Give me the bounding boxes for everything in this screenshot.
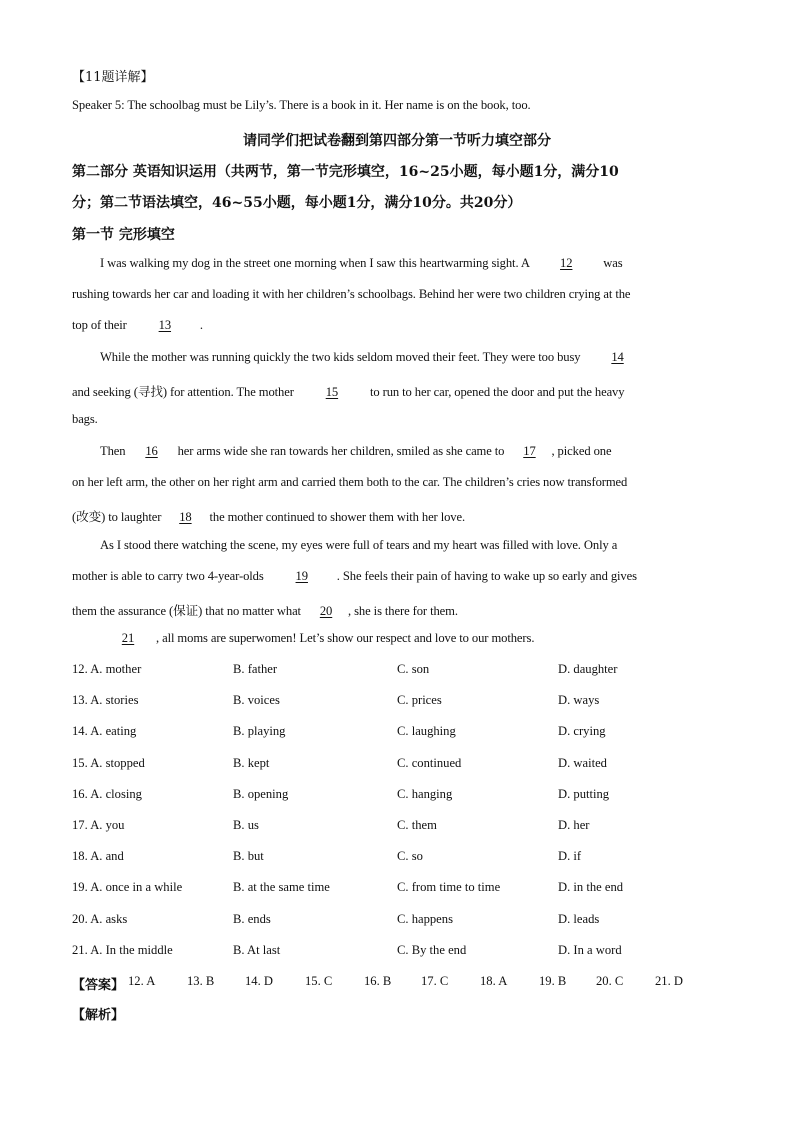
option-c: C. hanging — [397, 787, 453, 801]
option-c: C. happens — [397, 912, 453, 926]
option-d: D. if — [558, 849, 582, 863]
option-a: 20. A. asks — [72, 912, 128, 926]
passage-text: . She feels their pain of having to wake up so early and gives — [336, 569, 637, 583]
option-a: 18. A. and — [72, 849, 124, 863]
option-c: C. By the end — [397, 943, 467, 957]
option-d: D. waited — [558, 756, 607, 770]
option-d: D. crying — [558, 724, 606, 738]
option-b: B. kept — [233, 756, 270, 770]
passage-line — [72, 318, 203, 333]
option-a: 21. A. In the middle — [72, 943, 173, 957]
option-c: C. continued — [397, 756, 462, 770]
answer-item: 20. C — [596, 974, 624, 988]
answer-item: 14. D — [245, 974, 273, 988]
option-b: B. opening — [233, 787, 289, 801]
answer-item: 18. A — [480, 974, 508, 988]
option-row — [72, 787, 722, 807]
blank-13: 13 — [158, 318, 172, 332]
passage-line — [72, 256, 623, 271]
option-row — [72, 880, 722, 900]
option-a: 16. A. closing — [72, 787, 142, 801]
passage-text: was — [603, 256, 623, 270]
passage-line — [72, 381, 624, 400]
passage-line: rushing towards her car and loading it with her children’s schoolbags. Behind her were two children crying at the — [72, 287, 631, 301]
passage-text: . — [199, 318, 203, 332]
analysis-label: 【解析】 — [72, 1008, 125, 1023]
notice-line: 请同学们把试卷翻到第四部分第一节听力填空部分 — [243, 133, 551, 149]
option-a: 19. A. once in a while — [72, 880, 183, 894]
option-b: B. us — [233, 818, 259, 832]
passage-text: mother is able to carry two 4-year-olds — [72, 569, 264, 583]
passage-text: Then — [100, 444, 126, 458]
passage-text: to run to her car, opened the door and put the heavy — [369, 385, 625, 399]
option-row — [72, 912, 722, 932]
option-d: D. her — [558, 818, 590, 832]
blank-18: 18 — [179, 510, 192, 524]
passage-text: (改变) to laughter — [72, 510, 162, 524]
option-row — [72, 724, 722, 744]
passage-text: , picked one — [551, 444, 612, 458]
blank-20: 20 — [319, 604, 333, 618]
passage-text: her arms wide she ran towards her children, smiled as she came to — [177, 444, 505, 458]
passage-line — [72, 631, 534, 646]
passage-line: bags. — [72, 412, 98, 426]
option-row — [72, 756, 722, 776]
blank-16: 16 — [145, 444, 158, 458]
answer-item: 12. A — [128, 974, 156, 988]
option-row — [72, 662, 722, 682]
answer-item: 17. C — [421, 974, 449, 988]
answer-line — [72, 974, 722, 994]
speaker-line: Speaker 5: The schoolbag must be Lily’s. There is a book in it. Her name is on the book, too. — [72, 98, 531, 112]
option-b: B. but — [233, 849, 264, 863]
option-b: B. at the same time — [233, 880, 330, 894]
option-row — [72, 693, 722, 713]
option-a: 13. A. stories — [72, 693, 139, 707]
passage-line — [72, 506, 465, 525]
option-d: D. ways — [558, 693, 600, 707]
passage-line — [72, 350, 652, 365]
blank-19: 19 — [295, 569, 308, 583]
passage-line: on her left arm, the other on her right arm and carried them both to the car. The children’s cries now transformed — [72, 475, 628, 489]
option-c: C. laughing — [397, 724, 456, 738]
option-row — [72, 849, 722, 869]
answer-item: 21. D — [655, 974, 683, 988]
option-b: B. At last — [233, 943, 281, 957]
passage-text: While the mother was running quickly the two kids seldom moved their feet. They were too busy — [100, 350, 581, 364]
option-b: B. playing — [233, 724, 286, 738]
option-b: B. voices — [233, 693, 280, 707]
passage-line — [72, 600, 458, 619]
passage-text: and seeking (寻找) for attention. The mother — [72, 385, 294, 399]
option-c: C. prices — [397, 693, 442, 707]
passage-text: I was walking my dog in the street one morning when I saw this heartwarming sight. A — [100, 256, 530, 270]
part2-line2: 分；第二节语法填空，46~55小题，每小题1分，满分10分。共20分） — [72, 195, 522, 211]
blank-21: 21 — [121, 631, 135, 645]
blank-12: 12 — [560, 256, 573, 270]
option-d: D. putting — [558, 787, 610, 801]
section-11-header: 【11题详解】 — [72, 70, 154, 85]
passage-text: the mother continued to shower them with her love. — [209, 510, 466, 524]
option-a: 15. A. stopped — [72, 756, 145, 770]
option-c: C. from time to time — [397, 880, 501, 894]
option-c: C. them — [397, 818, 437, 832]
blank-15: 15 — [325, 385, 339, 399]
passage-text: , all moms are superwomen! Let’s show our respect and love to our mothers. — [156, 631, 535, 645]
option-c: C. so — [397, 849, 423, 863]
answer-item: 19. B — [539, 974, 567, 988]
option-d: D. leads — [558, 912, 600, 926]
blank-17: 17 — [523, 444, 536, 458]
answer-item: 13. B — [187, 974, 215, 988]
passage-text: , she is there for them. — [348, 604, 458, 618]
answer-item: 16. B — [364, 974, 392, 988]
option-d: D. in the end — [558, 880, 624, 894]
option-c: C. son — [397, 662, 430, 676]
option-row — [72, 818, 722, 838]
option-a: 14. A. eating — [72, 724, 137, 738]
passage-text: them the assurance (保证) that no matter what — [72, 604, 301, 618]
option-b: B. ends — [233, 912, 271, 926]
blank-14: 14 — [611, 350, 624, 364]
option-a: 17. A. you — [72, 818, 125, 832]
passage-text: top of their — [72, 318, 127, 332]
option-d: D. In a word — [558, 943, 622, 957]
section1-title: 第一节 完形填空 — [72, 227, 175, 243]
option-row — [72, 943, 722, 963]
passage-line — [72, 444, 611, 459]
option-b: B. father — [233, 662, 278, 676]
answer-item: 15. C — [305, 974, 333, 988]
option-d: D. daughter — [558, 662, 618, 676]
option-a: 12. A. mother — [72, 662, 142, 676]
part2-line1: 第二部分 英语知识运用（共两节，第一节完形填空，16~25小题，每小题1分，满分10 — [72, 164, 619, 180]
answer-label: 【答案】 — [72, 978, 125, 993]
passage-line — [72, 569, 637, 584]
passage-line: As I stood there watching the scene, my eyes were full of tears and my heart was filled with love. Only a — [100, 538, 618, 552]
